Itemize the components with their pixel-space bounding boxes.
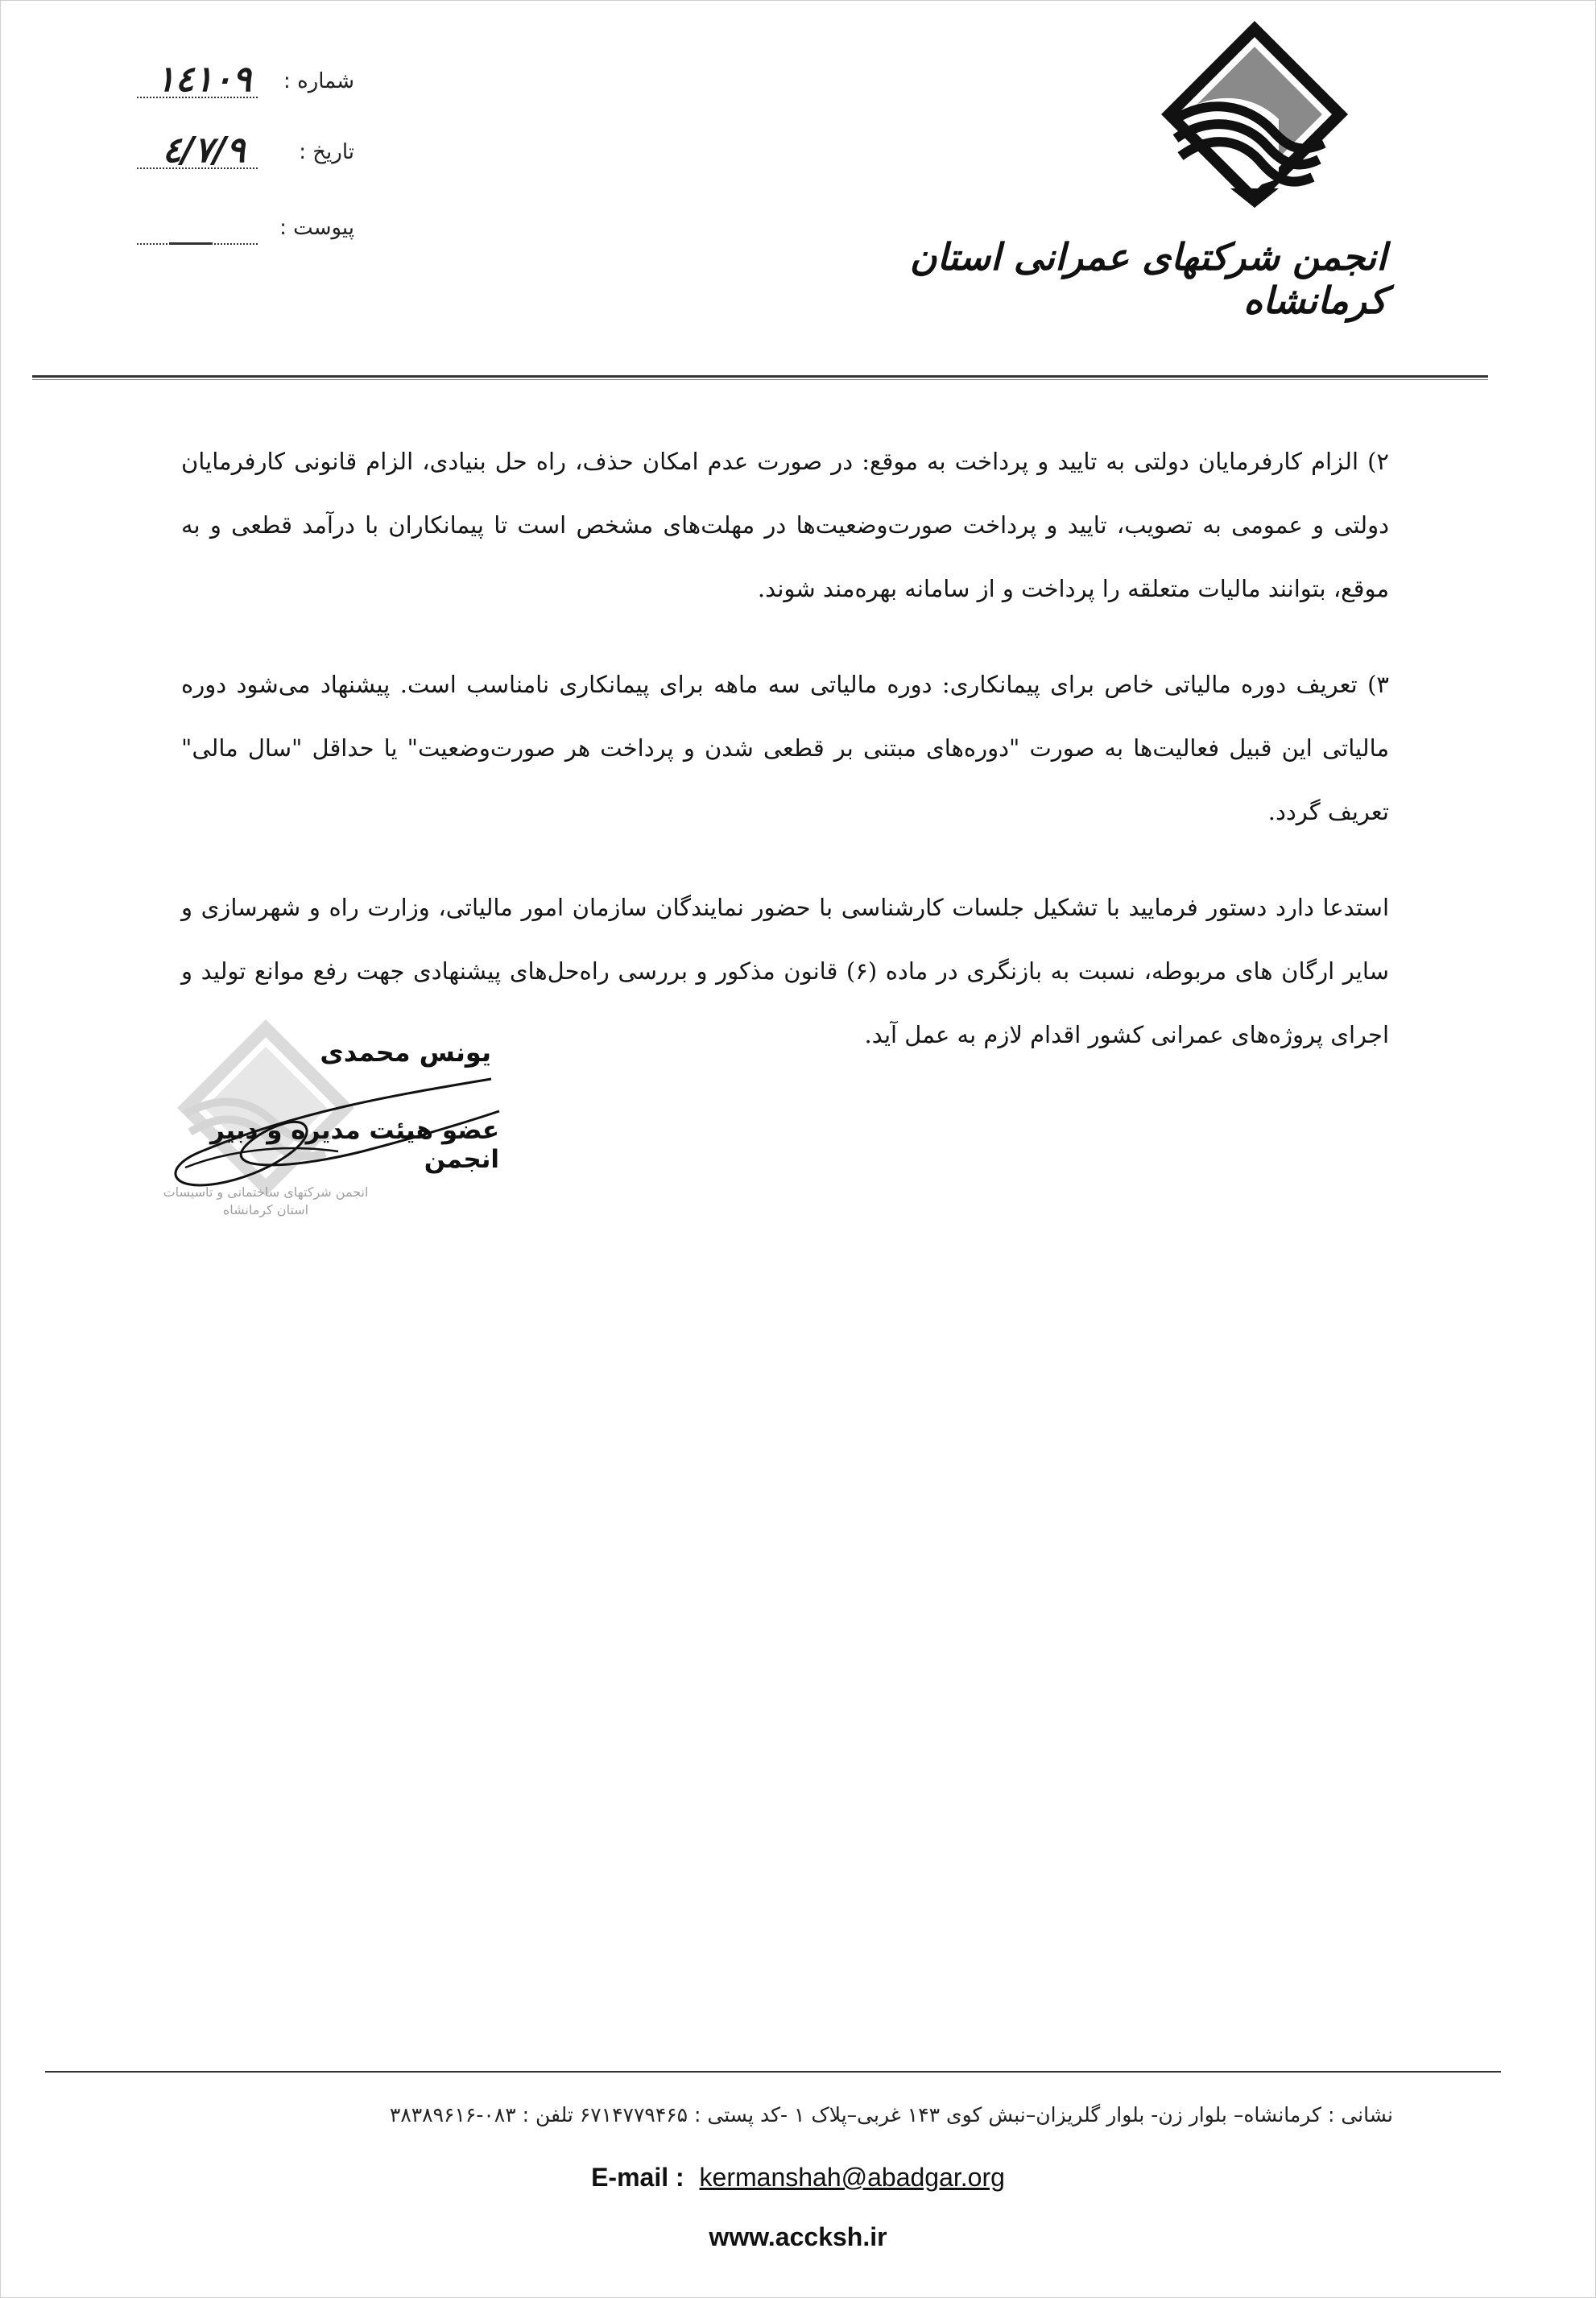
organization-logo bbox=[1158, 18, 1351, 211]
paragraph-3: ۳) تعریف دوره مالیاتی خاص برای پیمانکاری: دوره مالیاتی سه ماهه برای پیمانکاری نامناسب است. پیشنهاد می‌شود دوره مالیاتی این قبیل فعالیت‌ها به صورت "دوره‌های مبتنی بر قطعی شدن و پرداخت هر صورت‌وضعیت" یا حداقل "سال مالی" تعریف گردد. bbox=[181, 671, 1389, 825]
letter-number-label: شماره : bbox=[283, 69, 354, 93]
attachment-field bbox=[137, 211, 354, 251]
email-label: E-mail : bbox=[591, 2163, 684, 2192]
letter-date-value: ٤/۷/۹ bbox=[162, 130, 246, 171]
letter-date-field bbox=[137, 130, 354, 176]
footer-website[interactable]: www.accksh.ir bbox=[709, 2222, 887, 2251]
letter-number-field bbox=[137, 59, 354, 105]
paragraph-request: استدعا دارد دستور فرمایید با تشکیل جلسات کارشناسی با حضور نمایندگان سازمان امور مالیاتی، وزارت راه و شهرسازی و سایر ارگان های مربوطه، نسبت به بازنگری در ماده (۶) قانون مذکور و بررسی راه‌حل‌های پیشنهادی جهت رفع موانع تولید و اجرای پروژه‌های عمرانی کشور اقدام لازم به عمل آید. bbox=[181, 894, 1389, 1048]
signer-name: یونس محمدی bbox=[320, 1037, 491, 1068]
header-divider bbox=[32, 375, 1488, 378]
signature-block bbox=[153, 1015, 523, 1240]
organization-name: انجمن شرکتهای عمرانی استان کرمانشاه bbox=[909, 235, 1387, 322]
stamp-text: انجمن شرکتهای ساختمانی و تاسیسات استان کرمانشاه bbox=[163, 1184, 369, 1217]
email-link[interactable]: kermanshah@abadgar.org bbox=[699, 2163, 1005, 2192]
letter-number-value: ۱٤۱۰۹ bbox=[155, 59, 252, 100]
attachment-label: پیوست : bbox=[279, 216, 354, 240]
footer-address: نشانی : کرمانشاه– بلوار زن- بلوار گلریزان–نبش کوی ۱۴۳ غربی–پلاک ۱ -کد پستی : ۶۷۱۴۷۷۹۴۶۵ تلفن : ۰۸۳-۳۸۳۸۹۶۱۶ bbox=[389, 2103, 1393, 2126]
letter-body bbox=[181, 430, 1389, 1099]
footer-divider bbox=[45, 2071, 1501, 2073]
paragraph-2: ۲) الزام کارفرمایان دولتی به تایید و پرداخت به موقع: در صورت عدم امکان حذف، راه حل بنیادی، الزام قانونی کارفرمایان دولتی و عمومی به تصویب، تایید و پرداخت صورت‌وضعیت‌ها در مهلت‌های مشخص است تا پیمانکاران با درآمد قطعی و به موقع، بتوانند مالیات متعلقه را پرداخت و از سامانه بهره‌مند شوند. bbox=[181, 448, 1389, 602]
attachment-dash bbox=[169, 242, 213, 245]
letter-date-label: تاریخ : bbox=[299, 140, 354, 164]
footer-email-row bbox=[0, 2163, 1596, 2193]
header-divider-thin bbox=[32, 379, 1488, 380]
signer-title: عضو هیئت مدیره و دبیر انجمن bbox=[209, 1116, 499, 1174]
